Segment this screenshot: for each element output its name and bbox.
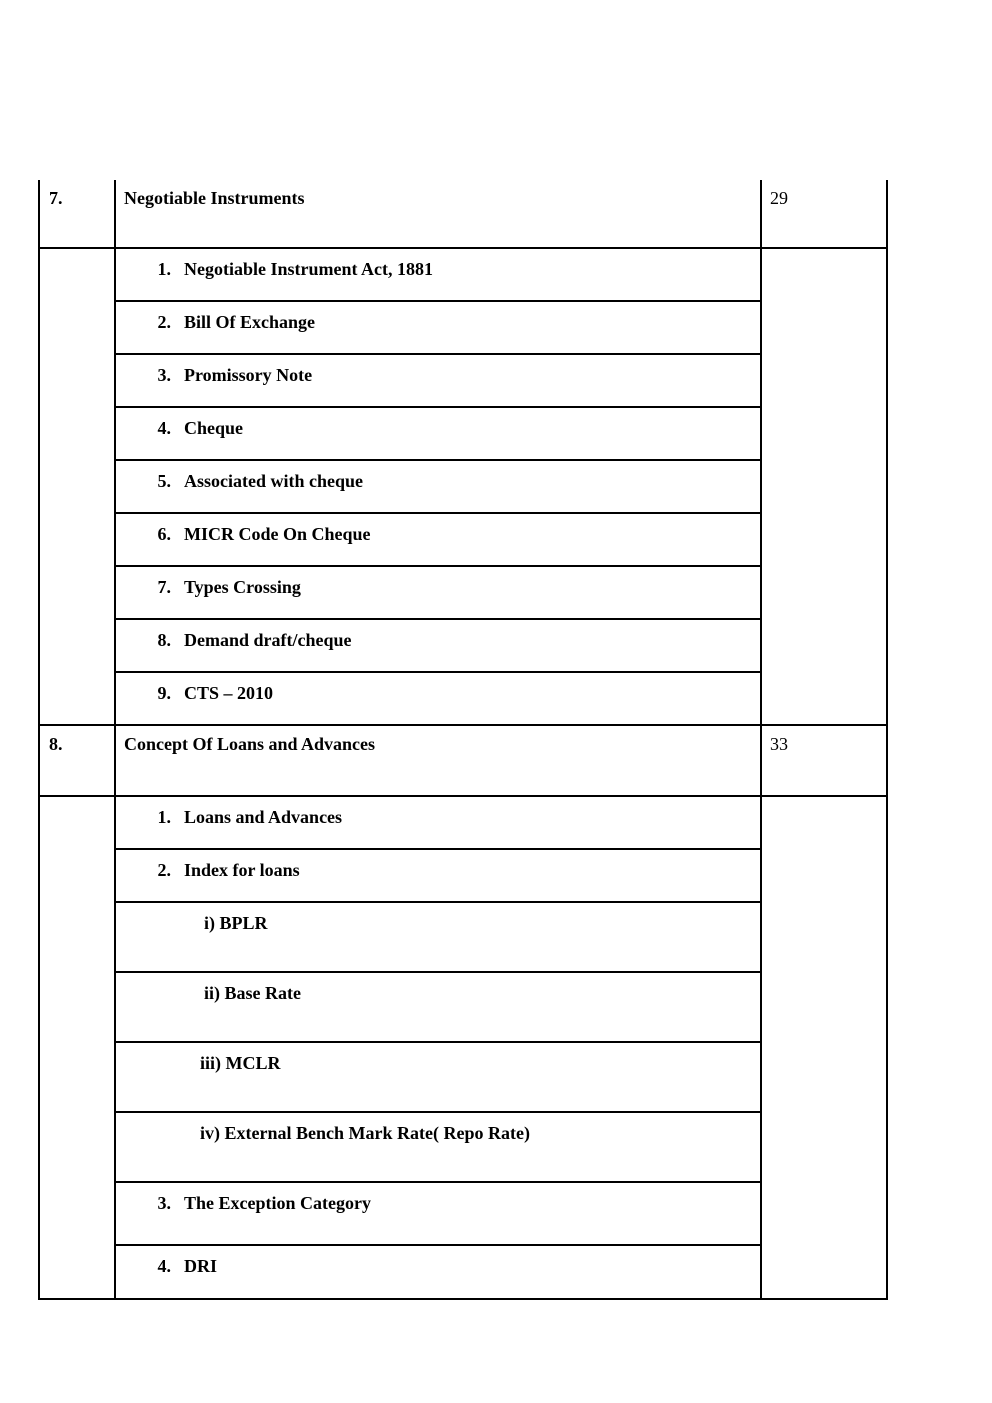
- table-of-contents: [38, 180, 888, 1300]
- topic-item: 5. Associated with cheque: [116, 461, 760, 514]
- topic-item: 2. Index for loans: [116, 850, 760, 903]
- topic-item: 1. Negotiable Instrument Act, 1881: [116, 249, 760, 302]
- topic-item: 9. CTS – 2010: [157, 683, 274, 703]
- topic-item: 4. DRI: [157, 1256, 218, 1276]
- chapter-title: Negotiable Instruments: [124, 188, 305, 208]
- topic-item: 1. Loans and Advances: [116, 797, 760, 850]
- topic-item: 8. Demand draft/cheque: [116, 620, 760, 673]
- topic-item: 7. Types Crossing: [116, 567, 760, 620]
- chapter-row-8: [38, 726, 888, 797]
- chapter-row-7: [38, 180, 888, 249]
- sub-topic-item: iii) MCLR: [116, 1043, 760, 1113]
- chapter-number: 7.: [38, 180, 116, 247]
- sub-topic-item: ii) Base Rate: [116, 973, 760, 1043]
- sub-topic-item: i) BPLR: [116, 903, 760, 973]
- topic-item: 3. The Exception Category: [116, 1183, 760, 1246]
- topic-item: 2. Bill Of Exchange: [116, 302, 760, 355]
- chapter-title: Concept Of Loans and Advances: [124, 734, 376, 754]
- chapter-page: 33: [760, 726, 888, 795]
- sub-topic-item: iv) External Bench Mark Rate( Repo Rate): [116, 1113, 760, 1183]
- chapter-page: 29: [760, 180, 888, 247]
- topic-item: 4. Cheque: [116, 408, 760, 461]
- chapter-8-topics: [38, 797, 888, 1300]
- topic-item: 6. MICR Code On Cheque: [116, 514, 760, 567]
- chapter-number: 8.: [38, 726, 116, 795]
- topic-item: 3. Promissory Note: [116, 355, 760, 408]
- chapter-7-topics: [38, 249, 888, 726]
